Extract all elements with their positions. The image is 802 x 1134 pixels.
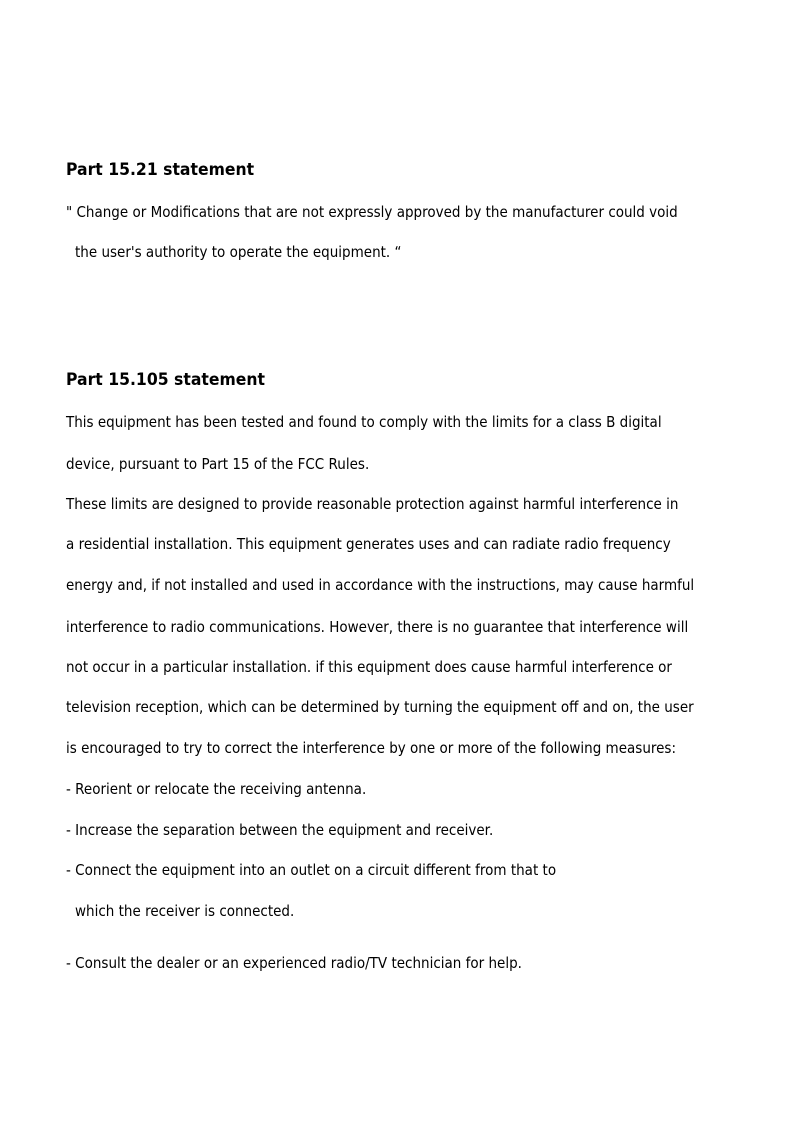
measure-list-item-continuation: which the receiver is connected. xyxy=(75,902,295,920)
measure-list-item: - Reorient or relocate the receiving antenna. xyxy=(66,780,367,798)
paragraph-line: device, pursuant to Part 15 of the FCC Rules. xyxy=(66,455,370,473)
paragraph-line: not occur in a particular installation. if this equipment does cause harmful interference or xyxy=(66,658,672,676)
paragraph-line: energy and, if not installed and used in accordance with the instructions, may cause harmful xyxy=(66,576,695,594)
measure-list-item: - Connect the equipment into an outlet on a circuit different from that to xyxy=(66,861,557,879)
paragraph-line: the user's authority to operate the equipment. “ xyxy=(75,243,402,261)
paragraph-line: is encouraged to try to correct the interference by one or more of the following measures: xyxy=(66,739,677,757)
section-heading-part-15-105: Part 15.105 statement xyxy=(66,370,265,390)
paragraph-line: television reception, which can be determined by turning the equipment off and on, the user xyxy=(66,698,694,716)
paragraph-line: interference to radio communications. However, there is no guarantee that interference will xyxy=(66,618,689,636)
measure-list-item: - Consult the dealer or an experienced radio/TV technician for help. xyxy=(66,954,522,972)
section-heading-part-15-21: Part 15.21 statement xyxy=(66,160,255,180)
paragraph-line: This equipment has been tested and found to comply with the limits for a class B digital xyxy=(66,413,662,431)
measure-list-item: - Increase the separation between the equipment and receiver. xyxy=(66,821,494,839)
paragraph-line: " Change or Modifications that are not expressly approved by the manufacturer could void xyxy=(66,203,678,221)
paragraph-line: These limits are designed to provide reasonable protection against harmful interference in xyxy=(66,495,679,513)
paragraph-line: a residential installation. This equipment generates uses and can radiate radio frequency xyxy=(66,535,671,553)
